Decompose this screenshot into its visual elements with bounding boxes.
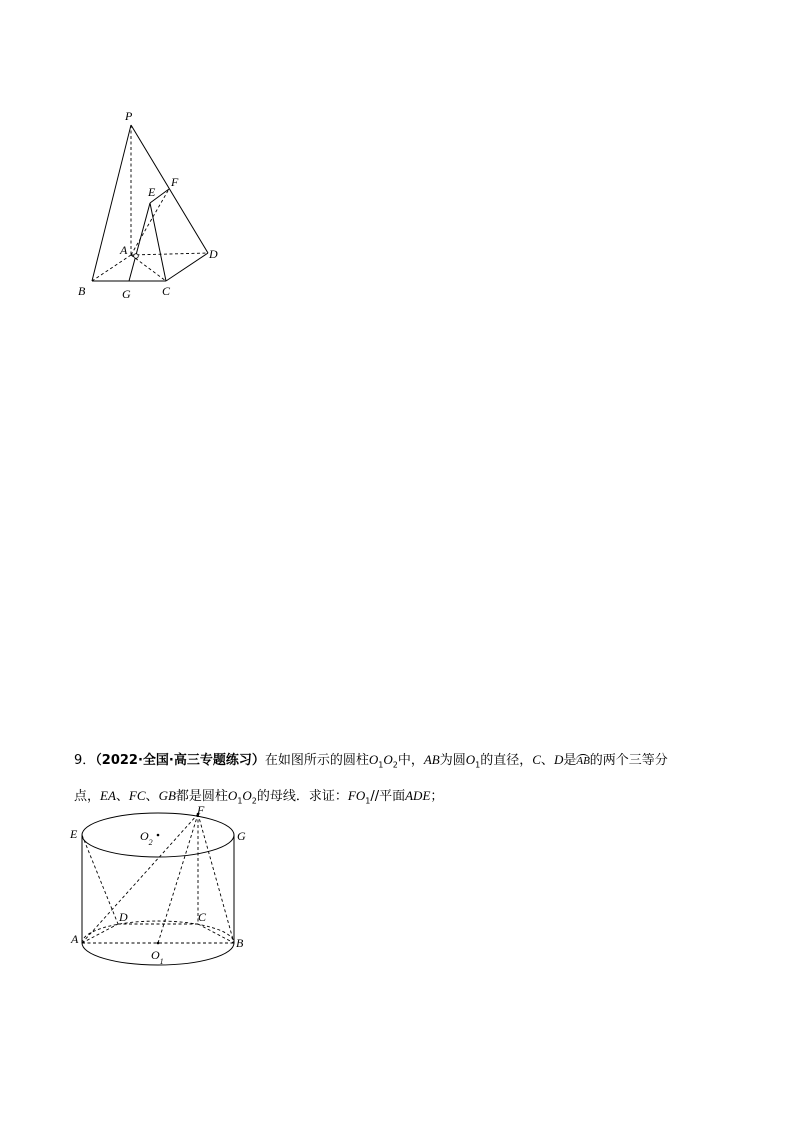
- math-var: O: [242, 787, 252, 803]
- problem-text: ；: [430, 788, 444, 804]
- problem-text: 的母线．求证：: [256, 788, 348, 804]
- label-P: P: [125, 109, 133, 123]
- math-var: FC: [128, 787, 146, 803]
- math-var: O: [368, 752, 379, 767]
- label-D: D: [119, 910, 128, 924]
- label-B: B: [236, 936, 244, 950]
- label-E: E: [148, 185, 156, 199]
- problem-text: 的直径，: [480, 753, 533, 768]
- math-var: EA: [100, 787, 116, 803]
- math-var: O: [227, 787, 238, 803]
- label-B: B: [78, 284, 86, 298]
- math-var: GB: [158, 787, 176, 803]
- math-var: D: [553, 752, 564, 767]
- label-E: E: [70, 827, 78, 841]
- math-sub: 2: [251, 796, 257, 806]
- problem-text: 点，: [74, 788, 101, 804]
- point-O2: [157, 834, 160, 837]
- math-sub: 1: [237, 796, 243, 806]
- problem-text: //平面: [370, 788, 406, 804]
- problem-text: 的两个三等分: [589, 753, 668, 768]
- math-var: ADE: [405, 787, 431, 803]
- math-sub: 1: [378, 760, 384, 770]
- math-sub: 1: [475, 760, 481, 770]
- math-var: O: [465, 752, 476, 767]
- problem-source: （2022·全国·高三专题练习）: [95, 753, 265, 768]
- label-C: C: [162, 284, 171, 298]
- label-G: G: [237, 829, 246, 843]
- label-F: F: [171, 175, 179, 189]
- label-A: A: [120, 243, 128, 257]
- line-CB: [198, 924, 234, 943]
- line-ED: [82, 835, 118, 924]
- problem-text: 、: [145, 788, 159, 804]
- label-O1: $O_1$: [151, 948, 164, 966]
- label-C: C: [198, 910, 207, 924]
- problem-text: 中，: [397, 753, 424, 768]
- math-var: C: [532, 752, 541, 767]
- label-F: F: [197, 803, 205, 817]
- label-A: A: [71, 932, 79, 946]
- problem-text: 都是圆柱: [175, 788, 228, 804]
- label-D: D: [209, 247, 218, 261]
- math-var: O: [355, 787, 366, 803]
- point-O1: [157, 942, 160, 945]
- problem-text: 是: [563, 753, 577, 768]
- problem-number: 9．: [74, 753, 96, 768]
- math-var: F: [347, 787, 356, 803]
- problem-text: 、: [115, 788, 129, 804]
- math-sub: 2: [392, 760, 398, 770]
- math-sub: 1: [365, 796, 371, 806]
- line-AD: [82, 924, 118, 943]
- label-O2: $O_2$: [140, 829, 153, 847]
- problem-text: 为圆: [439, 753, 466, 768]
- math-arc: AB: [576, 755, 590, 767]
- problem-text: 、: [540, 753, 554, 768]
- label-G: G: [122, 287, 131, 301]
- math-var: AB: [423, 752, 440, 767]
- problem-text: 在如图所示的圆柱: [264, 753, 369, 768]
- math-var: O: [383, 752, 393, 767]
